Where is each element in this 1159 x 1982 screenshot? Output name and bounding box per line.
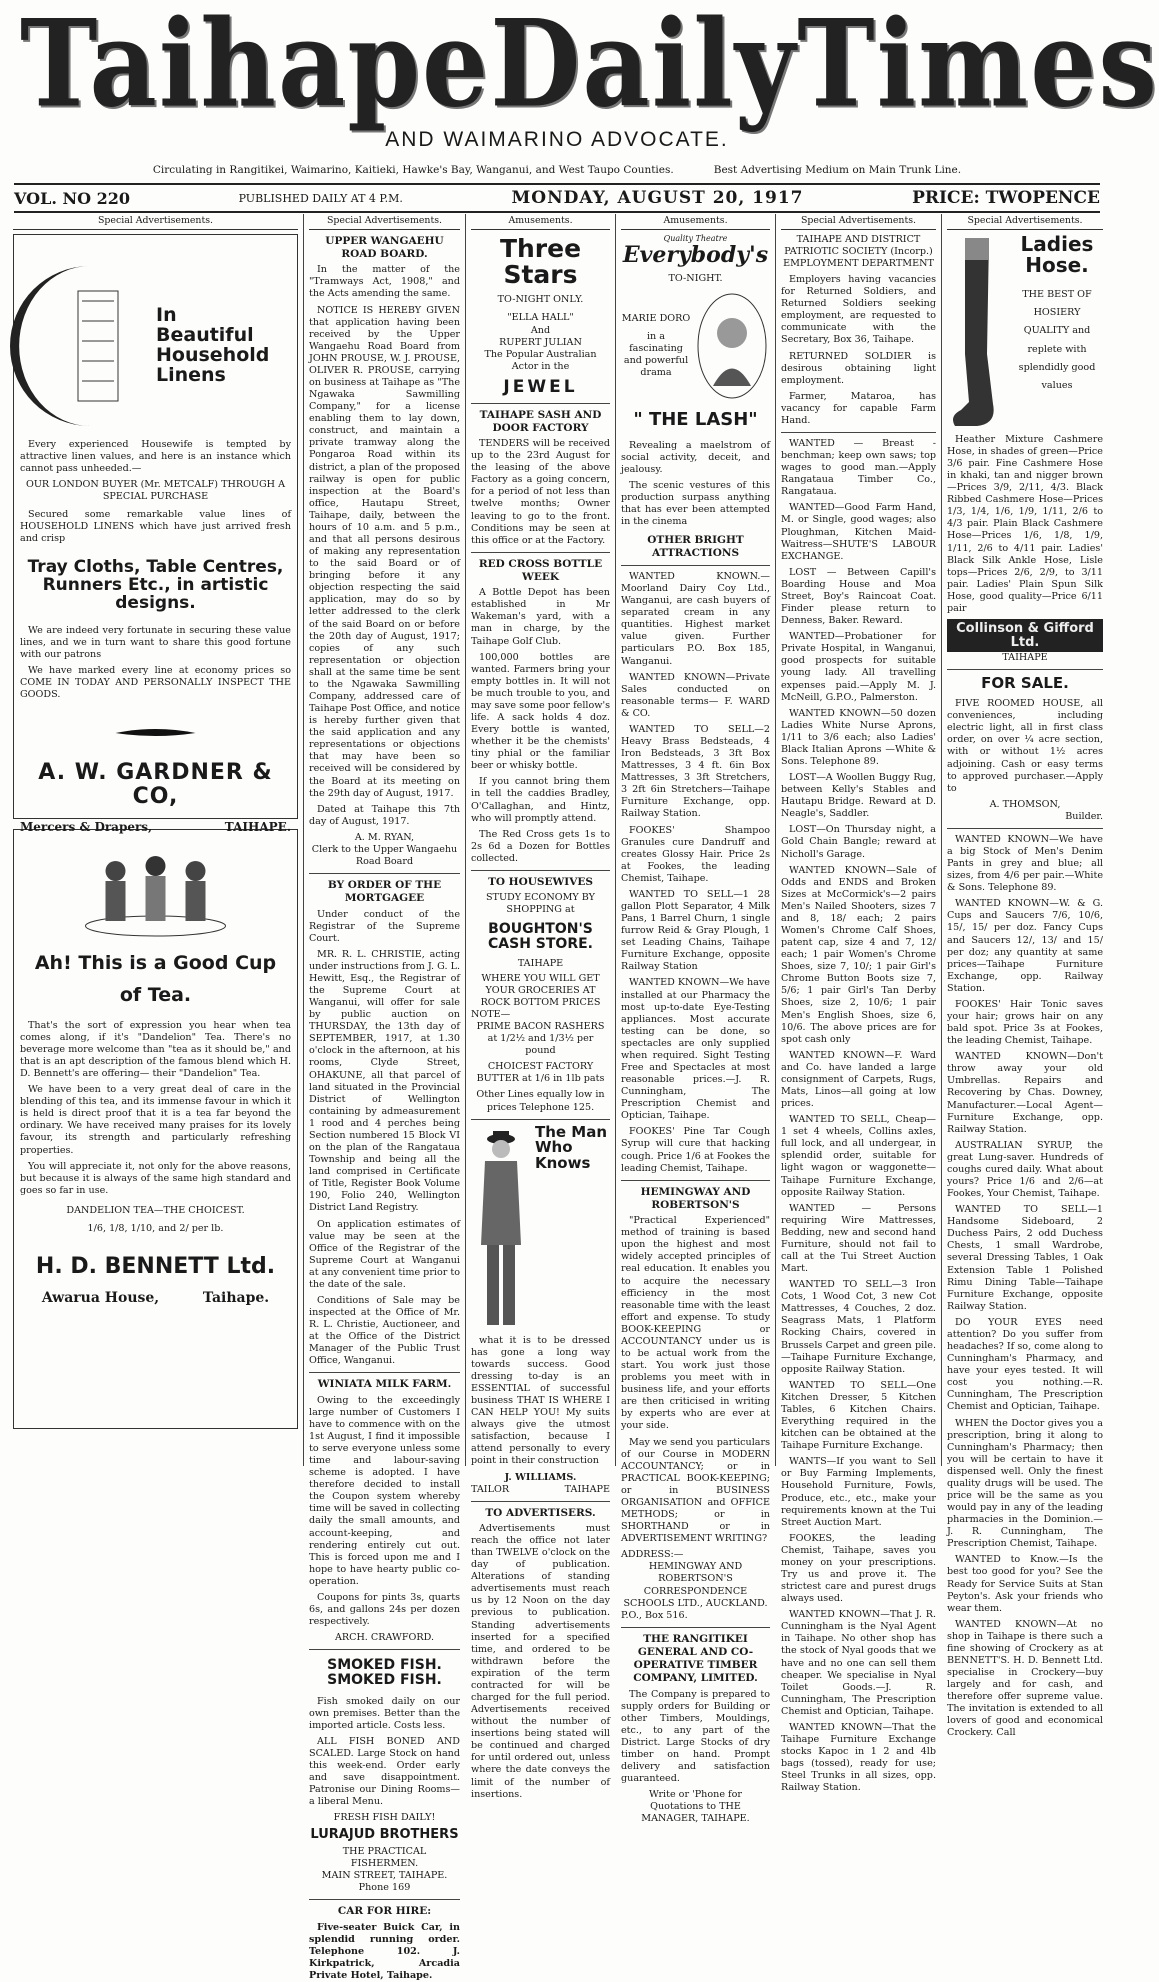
patriotic-para-3: Farmer, Mataroa, has vacancy for capable Farm Hand.	[781, 390, 936, 426]
lash-para-2: The scenic vestures of this production surpass anything that has ever been attempted in the cinema	[621, 480, 770, 528]
boughton-butter: CHOICEST FACTORY BUTTER at 1/6 in 1lb pats	[476, 1061, 605, 1085]
classified-ad: WANTED TO SELL—1 28 gallon Plott Separator, 4 Milk Pans, 1 Barrel Churn, 1 single furrow Reid & Gray Plough, 1 set Leading Chains, Taihape Furniture Exchange, opposite Railway Station	[621, 888, 770, 973]
milk-farm-para-2: Coupons for pints 3s, quarts 6s, and gallons 24s per dozen respectively.	[309, 1591, 460, 1628]
road-board-notice: NOTICE IS HEREBY GIVEN that application having been received by the Upper Wangaehu Road Board from JOHN PROUSE, W. J. PROUSE, OLIVER R. PROUSE, carrying on business at Taihape as "The Ngawaka Sawmilling Company," for a license enabling them to lay down, construct, and maintain a private tramway along the Pongaroa Road within its district, a plan of the proposed railway is open for public inspection at the Board's office, Hautapu Street, Taihape, daily, between the hours of 10 a.m. and 5 p.m., and that all persons desirous of making any representation to the said Board or of bringing before it any objection respecting the said application, may do so by letter addressed to the clerk of the said Board on or before the 20th day of August, 1917; copies of any such representation or objection shall at the same time be sent to the Ngawaka Sawmilling Company, addressed care of Taihape Post Office, and notice is hereby further given that the said application and any representations or objections that may have been so received will be considered by the Board at its meeting on the 29th day of August, 1917.	[309, 304, 460, 799]
hose-best-quality: THE BEST OF HOSIERY QUALITY and replete with splendidly good values	[1018, 288, 1096, 391]
page-columns	[8, 214, 1108, 1981]
divider	[621, 1180, 770, 1181]
road-board-heading: UPPER WANGAEHU ROAD BOARD.	[325, 234, 444, 261]
title-word-times: Times	[797, 0, 1159, 135]
sash-factory-heading: TAIHAPE SASH AND DOOR FACTORY	[479, 408, 602, 434]
issue-price: PRICE: TWOPENCE	[912, 188, 1100, 208]
linens-intro: Every experienced Housewife is tempted by attractive linen values, and here is an instance which cannot pass unheeded.—	[20, 438, 291, 474]
bennett-firm: H. D. BENNETT Ltd.	[35, 1253, 276, 1279]
bennett-address: Awarua House,	[41, 1290, 160, 1307]
bottle-week-heading: RED CROSS BOTTLE WEEK	[478, 557, 603, 584]
divider	[309, 1649, 460, 1650]
column-2	[304, 214, 466, 1981]
car-heading: CAR FOR HIRE:	[337, 1905, 432, 1918]
fish-address: MAIN STREET, TAIHAPE.	[321, 1870, 448, 1882]
bottle-para-1: A Bottle Depot has been established in Mr Wakeman's yard, with a man in charge, by the Taihape Golf Club.	[471, 587, 610, 647]
column-heading: Special Advertisements.	[781, 214, 936, 230]
actress-portrait	[695, 291, 769, 401]
classified-ad: WANTED TO SELL, Cheap— 1 set 4 wheels, Collins axles, full lock, and all undergear, in splendid order, suitable for light wagon or waggonette—Taihape Furniture Exchange, opposite Railway Station.	[781, 1114, 936, 1198]
classified-ad: FOOKES' Shampoo Granules cure Dandruff and creates Glossy Hair. Price 2s at Fookes, the leading Chemist, Taihape.	[621, 824, 770, 884]
for-sale-signatory: A. THOMSON,	[989, 798, 1061, 810]
linens-advert	[13, 234, 298, 834]
divider	[621, 1627, 770, 1628]
star-popular-actor: The Popular Australian Actor in the	[484, 348, 597, 372]
classified-ad: LOST—A Woollen Buggy Rug, between Kelly's Stables and Hautapu Bridge. Reward at D. Neagle's, Saddler.	[781, 772, 936, 820]
hose-price-list: Heather Mixture Cashmere Hose, in shades of green—Price 3/6 pair. Fine Cashmere Hose in khaki, tan and nigger brown—Prices 3/9, 2/11, 4/3. Black Ribbed Cashmere Hose—Prices 1/3, 1/4, 1/6, 1/9, 1/11, 2/6 to 4/3 pair. Plain Black Cashmere Hose—Prices 1/6, 1/8, 1/9, 1/11, 2/6 to 4/11 pair. Ladies' Black Silk Ankle Hose, Lisle tops—Prices 2/6, 2/9, to 3/11 pair. Ladies' Plain Spun Silk Hose, good quality—Price 6/11 pair	[947, 433, 1103, 614]
divider	[947, 828, 1103, 829]
tea-para-3: You will appreciate it, not only for the above reasons, but because it is always of the same high standard and goes so far in use.	[20, 1160, 291, 1196]
mortgagee-heading: BY ORDER OF THE MORTGAGEE	[327, 879, 442, 905]
rule-bottom	[14, 211, 1100, 213]
gardner-firm: A. W. GARDNER & CO,	[38, 760, 273, 809]
collinson-logo: Collinson & Gifford Ltd.	[947, 619, 1103, 652]
timber-write: Write or 'Phone for Quotations to THE MANAGER, TAIHAPE.	[641, 1789, 750, 1825]
hemingway-para-2: May we send you particulars of our Course in MODERN ACCOUNTANCY; or in PRACTICAL BOOK-KEEPING; or in BUSINESS ORGANISATION and OFFICE METHODS; or in SHORTHAND or in ADVERTISEMENT WRITING?	[621, 1436, 770, 1545]
fish-fresh: FRESH FISH DAILY!	[333, 1812, 436, 1824]
divider	[471, 870, 610, 871]
man-who-knows-title: The Man Who Knows	[535, 1122, 608, 1173]
classified-ad: WANTED TO SELL—1 Handsome Sideboard, 2 Duchess Pairs, 2 odd Duchess Chests, 1 small Wardrobe, several Dressing Tables, 1 Oak Extension Table 1 Polished Rimu Dining Table—Taihape Furniture Exchange, opposite Railway Station.	[947, 1204, 1103, 1312]
classified-ad: LOST—On Thursday night, a Gold Chain Bangle; reward at Nicholl's Garage.	[781, 824, 936, 860]
advertisers-para: Advertisements must reach the office not later than TWELVE o'clock on the day of publication. Alterations of standing advertisements must reach us by 12 Noon on the day previous to publication. Standing advertisements inserted for a specified time, and ordered to be withdrawn before the expiration of the term contracted for will be charged for the full period. Advertisements received without the number of insertions being stated will be continued and charged for until ordered out, unless where the date conveys the limit of the number of insertions.	[471, 1522, 610, 1800]
column-heading: Special Advertisements.	[13, 214, 298, 230]
boughton-bacon: PRIME BACON RASHERS at 1/2½ and 1/3½ per pound	[476, 1021, 605, 1057]
theatre-quality: Quality Theatre	[663, 233, 728, 243]
flourish-ornament	[20, 723, 291, 743]
road-board-dated: Dated at Taihape this 7th day of August, 1917.	[309, 803, 460, 827]
mortgagee-para-1: Under conduct of the Registrar of the Supreme Court.	[309, 908, 460, 944]
tea-title-1: Ah! This is a Good Cup	[34, 951, 277, 974]
milk-farm-heading: WINIATA MILK FARM.	[317, 1378, 452, 1391]
hemingway-address-label: ADDRESS:—	[621, 1549, 684, 1561]
title-word-daily: Daily	[490, 0, 798, 135]
classified-ad: WANTED—Probationer for Private Hospital, in Wanganui, good prospects for suitable young lady. All travelling expenses paid.—Apply M. J. McNeill, G.P.O., Palmerston.	[781, 631, 936, 703]
marie-doro: MARIE DORO	[621, 312, 691, 324]
linens-fortunate: We are indeed very fortunate in securing these value lines, and we in turn want to share this good fortune with our patrons	[20, 625, 291, 661]
newspaper-title	[20, 0, 1159, 135]
boughton-town: TAIHAPE	[517, 957, 564, 969]
road-board-clerk: Clerk to the Upper Wangaehu Road Board	[311, 843, 458, 868]
classified-ad: WANTED KNOWN—W. & G. Cups and Saucers 7/6, 10/6, 15/, 15/ per doz. Fancy Cups and Saucers 12/, 13/ and 15/ per doz; any quantity at same prices—Taihape Furniture Exchange, opp. Railway Station.	[947, 898, 1103, 994]
column-5	[776, 214, 942, 1794]
linens-title: In Beautiful Household Linens	[156, 303, 270, 386]
ladies-hose-title: Ladies Hose.	[1020, 231, 1094, 277]
for-sale-builder: Builder.	[1065, 810, 1103, 822]
lash-para-1: Revealing a maelstrom of social activity, deceit, and jealousy.	[621, 439, 770, 476]
classified-ad: WANTED to Know.—Is the best too good for you? See the Ready for Service Suits at Stan Peyton's. Ask your friends who wear them.	[947, 1554, 1103, 1614]
title-word-taihape: Taihape	[20, 0, 491, 135]
circulation-text: Circulating in Rangitikei, Waimarino, Kaitieki, Hawke's Bay, Wanganui, and West Taupo Counties.	[152, 164, 674, 176]
classified-ad: WANTED KNOWN—We have installed at our Pharmacy the most up-to-date Eye-Testing appliances. Most accurate testing can be done, so spectacles are only supplied when required. Sight Testing Free and Spectacles at most reasonable prices.—J. R. Cunningham, The Prescription Chemist and Optician, Taihape.	[621, 977, 770, 1122]
dateline	[14, 186, 1100, 210]
fish-title: SMOKED FISH. SMOKED FISH.	[327, 1657, 442, 1688]
mortgagee-para-3: On application estimates of value may be seen at the Office of the Registrar of the Supreme Court at Wanganui at any convenient time prior to the date of the sale.	[309, 1218, 461, 1290]
boughton-store: BOUGHTON'S CASH STORE.	[488, 921, 593, 953]
bottle-para-2: 100,000 bottles are wanted. Farmers bring your empty bottles in. It will not be much trouble to you, and may save some poor fellow's life. A sack holds 4 doz. Every bottle is wanted, whether it be the chemists' tiny phial or the familiar beer or whisky bottle.	[471, 651, 610, 772]
hemingway-heading: HEMINGWAY AND ROBERTSON'S	[640, 1185, 751, 1211]
road-board-signatory: A. M. RYAN,	[354, 831, 415, 843]
column-heading: Amusements.	[621, 214, 770, 230]
divider	[309, 873, 460, 874]
patriotic-para-2: RETURNED SOLDIER is desirous obtaining light employment.	[781, 350, 936, 386]
other-attractions-heading: OTHER BRIGHT ATTRACTIONS	[647, 533, 744, 559]
housewives-heading: TO HOUSEWIVES	[488, 875, 593, 888]
patriotic-heading: TAIHAPE AND DISTRICT PATRIOTIC SOCIETY (Incorp.) EMPLOYMENT DEPARTMENT	[783, 233, 934, 269]
classified-ad: WANTED KNOWN—F. Ward and Co. have landed a large consignment of Carpets, Rugs, Mats, Linos—all going at low prices.	[781, 1049, 936, 1110]
tea-party-illustration	[20, 836, 291, 946]
column-3	[466, 214, 616, 1800]
patriotic-para-1: Employers having vacancies for Returned Soldiers, and Returned Soldiers seeking employment, are requested to communicate with the Secretary, Box 36, Taihape.	[781, 274, 936, 346]
column-heading: Special Advertisements.	[947, 214, 1103, 230]
three-stars-title: Three Stars	[499, 233, 582, 290]
fish-firm: LURAJUD BROTHERS	[310, 1827, 459, 1843]
classified-ad: WANTED—Good Farm Hand, M. or Single, good wages; also Ploughman, Kitchen Maid-Waitress—SHUTE'S LABOUR EXCHANGE.	[781, 502, 936, 562]
boughton-other: Other Lines equally low in prices Telephone 125.	[476, 1089, 605, 1113]
bottle-para-4: The Red Cross gets 1s to 2s 6d a Dozen for Bottles collected.	[471, 828, 610, 864]
tonight-only: TO-NIGHT ONLY.	[497, 294, 584, 306]
column-heading: Amusements.	[471, 214, 610, 230]
classified-ad: DO YOUR EYES need attention? Do you suffer from headaches? If so, come along to Cunningham's Pharmacy, and have your eyes tested. It will cost you nothing.—R. Cunningham, The Prescription Chemist and Optician, Taihape.	[947, 1316, 1103, 1413]
classified-ad: WANTED KNOWN—At no shop in Taihape is there such a fine showing of Crockery as at BENNETT'S. H. D. Bennett Ltd. specialise in Crockery—buy largely and for cash, and therefore offer supreme value. The invitation is extended to all lovers of good and economical Crockery. Call	[947, 1618, 1103, 1739]
advertisers-heading: TO ADVERTISERS.	[485, 1506, 596, 1519]
classified-ad: WANTED KNOWN—Don't throw away your old Umbrellas. Repairs and Recovering by Chas. Downey, Manufacturer.—Local Agent— Furniture Exchange, opp. Railway Station.	[947, 1051, 1103, 1135]
milk-farm-para-1: Owing to the exceedingly large number of Customers I have to commence with on the 1st August, I find it impossible to serve everyone unless some time and labour-saving scheme is adopted. I have therefore decided to install the Coupon system whereby time will be saved in collecting daily the small amounts, and account-keeping, and rendering entirely cut out. This is forced upon me and I hope to have hearty public co-operation.	[309, 1394, 460, 1587]
linens-marked: We have marked every line at economy prices so COME IN TODAY AND PERSONALLY INSPECT THE GOODS.	[20, 665, 291, 701]
column-4	[616, 214, 776, 1825]
gardner-trade: Mercers & Drapers,	[20, 819, 153, 834]
divider	[309, 1372, 460, 1373]
classified-ad: WANTED KNOWN—50 dozen Ladies White Nurse Aprons, 1/11 to 3/6 each; also Ladies' Black Italian Aprons —White & Sons. Telephone 89.	[781, 707, 936, 767]
boughton-note: NOTE—	[471, 1009, 511, 1021]
column-1	[8, 214, 304, 1466]
williams-name: J. WILLIAMS.	[504, 1471, 577, 1483]
tea-para-2: We have been to a very great deal of care in the blending of this tea, and its immense favour in which it is held is direct proof that it is a tea far beyond the ordinary. We have received many praises for its lovely favour, its strength and particularly refreshing properties.	[20, 1084, 291, 1156]
star-and: And	[530, 324, 551, 336]
timber-para: The Company is prepared to supply orders for Building or other Timbers, Mouldings, etc., to any part of the District. Large Stocks of dry timber on hand. Prompt delivery and satisfaction guaranteed.	[621, 1688, 770, 1785]
masthead	[0, 0, 1159, 210]
car-para: Five-seater Buick Car, in splendid running order. Telephone 102. J. Kirkpatrick, Arcadia Private Hotel, Taihape.	[309, 1921, 460, 1981]
jewel-title: JEWEL	[503, 376, 578, 397]
for-sale-heading: FOR SALE.	[981, 674, 1069, 693]
divider	[621, 565, 770, 566]
tonight-label: TO-NIGHT.	[668, 273, 723, 285]
classified-ad: LOST — Between Capill's Boarding House and Moa Street, Boy's Raincoat Coat. Finder please return to Denness, Baker. Reward.	[781, 566, 936, 627]
williams-town: TAIHAPE	[564, 1483, 610, 1495]
housewives-sub: STUDY ECONOMY BY SHOPPING at	[485, 892, 596, 916]
hemingway-box: P.O., Box 516.	[621, 1609, 688, 1621]
classified-ad: WANTED — Breast - benchman; keep own saws; top wages to good man.—Apply Rangataua Timber Co., Rangataua.	[781, 438, 936, 498]
classified-ad: WANTED TO SELL—One Kitchen Dresser, 5 Kitchen Tables, 6 Kitchen Chairs. Everything required in the kitchen can be obtained at the Taihape Furniture Exchange.	[781, 1379, 936, 1452]
classified-ad: WANTED KNOWN—Sale of Odds and ENDS and Broken Sizes at McCormick's—2 pairs Men's Nailed Shooters, sizes 7 and 8, 18/ each; 2 pairs Women's Chrome Calf Shoes, patent cap, size 4 and 7, 12/ each; 1 pair Women's Chrome Shoes, size 7, 10/; 1 pair Girl's Chrome Button Boots size 7, 5/6; 1 pair Girl's Tan Derby Shoes, size 2, 10/6; 1 pair Men's English Shoes, size 6, 10/6. The above prices are for spot cash only	[781, 864, 936, 1045]
gardner-town: TAIHAPE.	[224, 819, 291, 834]
tea-advert	[13, 829, 298, 1429]
linens-tray-heading: Tray Cloths, Table Centres, Runners Etc., in artistic designs.	[27, 557, 284, 614]
classified-ad: WANTED TO SELL—3 Iron Cots, 1 Wood Cot, 3 new Cot Mattresses, 4 Couches, 2 doz. Seagrass Mats, 1 Platform Rocking Chairs, covered in Brussels Carpet and green pile. —Taihape Furniture Exchange, opposite Railway Station.	[781, 1279, 936, 1375]
star-rupert-julian: RUPERT JULIAN	[499, 336, 582, 348]
crescent-moon-illustration	[20, 261, 150, 431]
divider	[781, 432, 936, 433]
timber-heading: THE RANGITIKEI GENERAL AND CO-OPERATIVE TIMBER COMPANY, LIMITED.	[633, 1632, 758, 1685]
the-lash-title: " THE LASH"	[633, 409, 758, 431]
gentleman-illustration	[471, 1125, 531, 1335]
divider	[471, 1501, 610, 1502]
divider	[309, 1899, 460, 1900]
volume-number: VOL. NO 220	[14, 188, 130, 208]
classified-ad: WANTED KNOWN—That the Taihape Furniture Exchange stocks Kapoc in 1 2 and 4lb bags (tossed), ready for use; Steel Trunks in all sizes, opp. Railway Station.	[781, 1721, 936, 1794]
classified-ad: WANTED TO SELL—2 Heavy Brass Bedsteads, 4 Iron Bedsteads, 3 3ft Box Mattresses, 3 4 ft. 6in Box Mattresses, 3 3ft Stretchers, 3 2ft 6in Stretchers—Taihape Furniture Exchange, opp. Railway Station.	[621, 723, 770, 820]
classified-ad: FOOKES' Pine Tar Cough Syrup will cure that hacking cough. Price 1/6 at Fookes the leading Chemist, Taihape.	[621, 1126, 770, 1174]
for-sale-para: FIVE ROOMED HOUSE, all conveniences, including electric light, all in first class order, on over ¼ acre section, with or without 1½ acres adjoining. Cash or easy terms to approved purchaser.—Apply to	[947, 698, 1103, 794]
publish-time: PUBLISHED DAILY AT 4 P.M.	[238, 191, 403, 205]
divider	[471, 552, 610, 553]
classified-ad: FOOKES' Hair Tonic saves your hair; grows hair on any bald spot. Price 3s at Fookes, the leading Chemist, Taihape.	[947, 998, 1103, 1047]
tea-title-2: of Tea.	[119, 983, 192, 1006]
bennett-town: Taihape.	[202, 1290, 270, 1307]
williams-trade: TAILOR	[471, 1483, 510, 1495]
divider	[471, 1119, 610, 1120]
theatre-name: Everybody's	[622, 241, 769, 268]
mortgagee-para-2: MR. R. L. CHRISTIE, acting under instructions from J. G. L. Hewitt, Esq., the Registrar of the Supreme Court at Wanganui, will offer for sale by public auction on THURSDAY, the 13th day of SEPTEMBER, 1917, at 1.30 o'clock in the afternoon, at his rooms, Clyde Street, OHAKUNE, all that parcel of land situated in the Provincial District of Wellington containing by admeasurement 1 rood and 4 perches being Section numbered 15 Block VI on the plan of the Rangataua Township and being all the land comprised in Certificate of Title, Register Book Volume 190, Folio 240, Wellington District Land Registry.	[309, 948, 460, 1214]
classified-ad: FOOKES, the leading Chemist, Taihape, saves you money on your prescriptions. Try us and prove it. The strictest care and purest drugs always used.	[781, 1532, 936, 1605]
divider	[947, 669, 1103, 670]
classified-ad: WANTS—If you want to Sell or Buy Farming Implements, Household Furniture, Fowls, Produce, etc., etc., make your requirements known at the Tui Street Auction Mart.	[781, 1456, 936, 1528]
classified-ad: AUSTRALIAN SYRUP, the great Lung-saver. Hundreds of coughs cured daily. What about yours? Price 1/6 and 2/6—at Fookes, Your Chemist, Taihape.	[947, 1139, 1103, 1200]
column-6	[942, 214, 1108, 1739]
issue-date: MONDAY, AUGUST 20, 1917	[511, 188, 804, 208]
linens-buyer: OUR LONDON BUYER (Mr. METCALF) THROUGH A SPECIAL PURCHASE	[25, 479, 286, 503]
hemingway-firm: HEMINGWAY AND ROBERTSON'S CORRESPONDENCE SCHOOLS LTD., AUCKLAND.	[623, 1561, 768, 1609]
boughton-where: WHERE YOU WILL GET YOUR GROCERIES AT ROCK BOTTOM PRICES	[480, 972, 601, 1008]
fish-para-2: ALL FISH BONED AND SCALED. Large Stock on hand this week-end. Order early and save disappointment. Patronise our Dining Rooms—a liberal Menu.	[309, 1735, 460, 1808]
collinson-town: TAIHAPE	[1002, 652, 1048, 664]
newspaper-subtitle: AND WAIMARINO ADVOCATE.	[385, 128, 729, 151]
road-board-para-1: In the matter of the "Tramways Act, 1908," and the Acts amending the same.	[309, 264, 460, 300]
fish-firm-sub: THE PRACTICAL FISHERMEN.	[342, 1846, 427, 1870]
best-medium-text: Best Advertising Medium on Main Trunk Line.	[713, 164, 962, 176]
classified-ad: WANTED KNOWN—We have a big Stock of Men's Denim Pants in grey and blue; all sizes, from 4/6 per pair.—White & Sons. Telephone 89.	[947, 833, 1103, 894]
fish-phone: Phone 169	[358, 1882, 411, 1894]
fascinating-drama: in a fascinating and powerful drama	[623, 330, 689, 379]
star-ella-hall: "ELLA HALL"	[507, 312, 574, 324]
classified-ad: WANTED KNOWN—Private Sales conducted on reasonable terms— F. WARD & CO.	[621, 671, 770, 719]
classified-ad: WANTED — Persons requiring Wire Mattresses, Bedding, new and second hand Furniture, should not fail to call at the Tui Street Auction Mart.	[781, 1202, 936, 1275]
bottle-para-3: If you cannot bring them in tell the caddies Bradley, O'Callaghan, and Hintz, who will promptly attend.	[471, 776, 610, 824]
mortgagee-para-4: Conditions of Sale may be inspected at the Office of Mr. R. L. Christie, Auctioneer, and at the Office of the District Manager of the Public Trust Office, Wanganui.	[309, 1294, 460, 1367]
tea-para-1: That's the sort of expression you hear when tea comes along, if it's "Dandelion" Tea. There's no beverage more welcome than "tea as it should be," and that is an apt description of the famous blend which H. D. Bennett's are offering— their "Dandelion" Tea.	[20, 1019, 291, 1080]
stocking-illustration	[947, 234, 1007, 434]
classified-ad: WANTED KNOWN.— Moorland Dairy Coy Ltd., Wanganui, are cash buyers of separated cream in any quantities. Highest market value given. Further particulars P.O. Box 185, Wanganui.	[621, 570, 770, 667]
linens-secured: Secured some remarkable value lines of HOUSEHOLD LINENS which have just arrived fresh and crisp	[20, 509, 291, 545]
fish-para-1: Fish smoked daily on our own premises. Better than the imported article. Costs less.	[309, 1695, 460, 1731]
man-who-knows-para: what it is to be dressed has gone a long way towards success. Good dressing to-day is an ESSENTIAL of successful business THAT IS WHERE I CAN HELP YOU! My suits always give the utmost satisfaction, because I attend personally to every point in their construction	[471, 1334, 610, 1467]
rule-top	[14, 183, 1100, 185]
classified-ad: WANTED KNOWN—That J. R. Cunningham is the Nyal Agent in Taihape. No other shop has the stock of Nyal goods that we have and no one can sell them cheaper. We specialise in Nyal Toilet Goods.—J. R. Cunningham, The Prescription Chemist and Optician, Taihape.	[781, 1609, 936, 1717]
tea-choicest: DANDELION TEA—THE CHOICEST.	[66, 1204, 245, 1216]
column-heading: Special Advertisements.	[309, 214, 460, 230]
tea-prices: 1/6, 1/8, 1/10, and 2/ per lb.	[87, 1222, 224, 1234]
hemingway-para-1: "Practical Experienced" method of training is based upon the highest and most widely accepted principles of real education. It enables you to acquire the necessary efficiency in the most reasonable time with the least effort and expense. To study BOOK-KEEPING or ACCOUNTANCY under us is to be actual work from the start. You work just those problems you meet with in business life, and your efforts are then criticised in writing by experts who are ever at your side.	[621, 1215, 770, 1432]
circulation-line	[0, 164, 1114, 176]
divider	[471, 403, 610, 404]
milk-farm-signatory: ARCH. CRAWFORD.	[334, 1632, 435, 1644]
sash-factory-para: TENDERS will be received up to the 23rd August for the leasing of the above Factory as a going concern, for a period of not less than twelve months; Owner leaving to go to the front. Conditions may be seen at this office or at the Factory.	[471, 438, 610, 546]
classified-ad: WHEN the Doctor gives you a prescription, bring it along to Cunningham's Pharmacy; then you will be certain to have it dispensed well. Only the finest quality drugs will be used. The price will be the same as you would pay in any of the leading pharmacies in the Dominion.—J. R. Cunningham, The Prescription Chemist, Taihape.	[947, 1417, 1103, 1550]
